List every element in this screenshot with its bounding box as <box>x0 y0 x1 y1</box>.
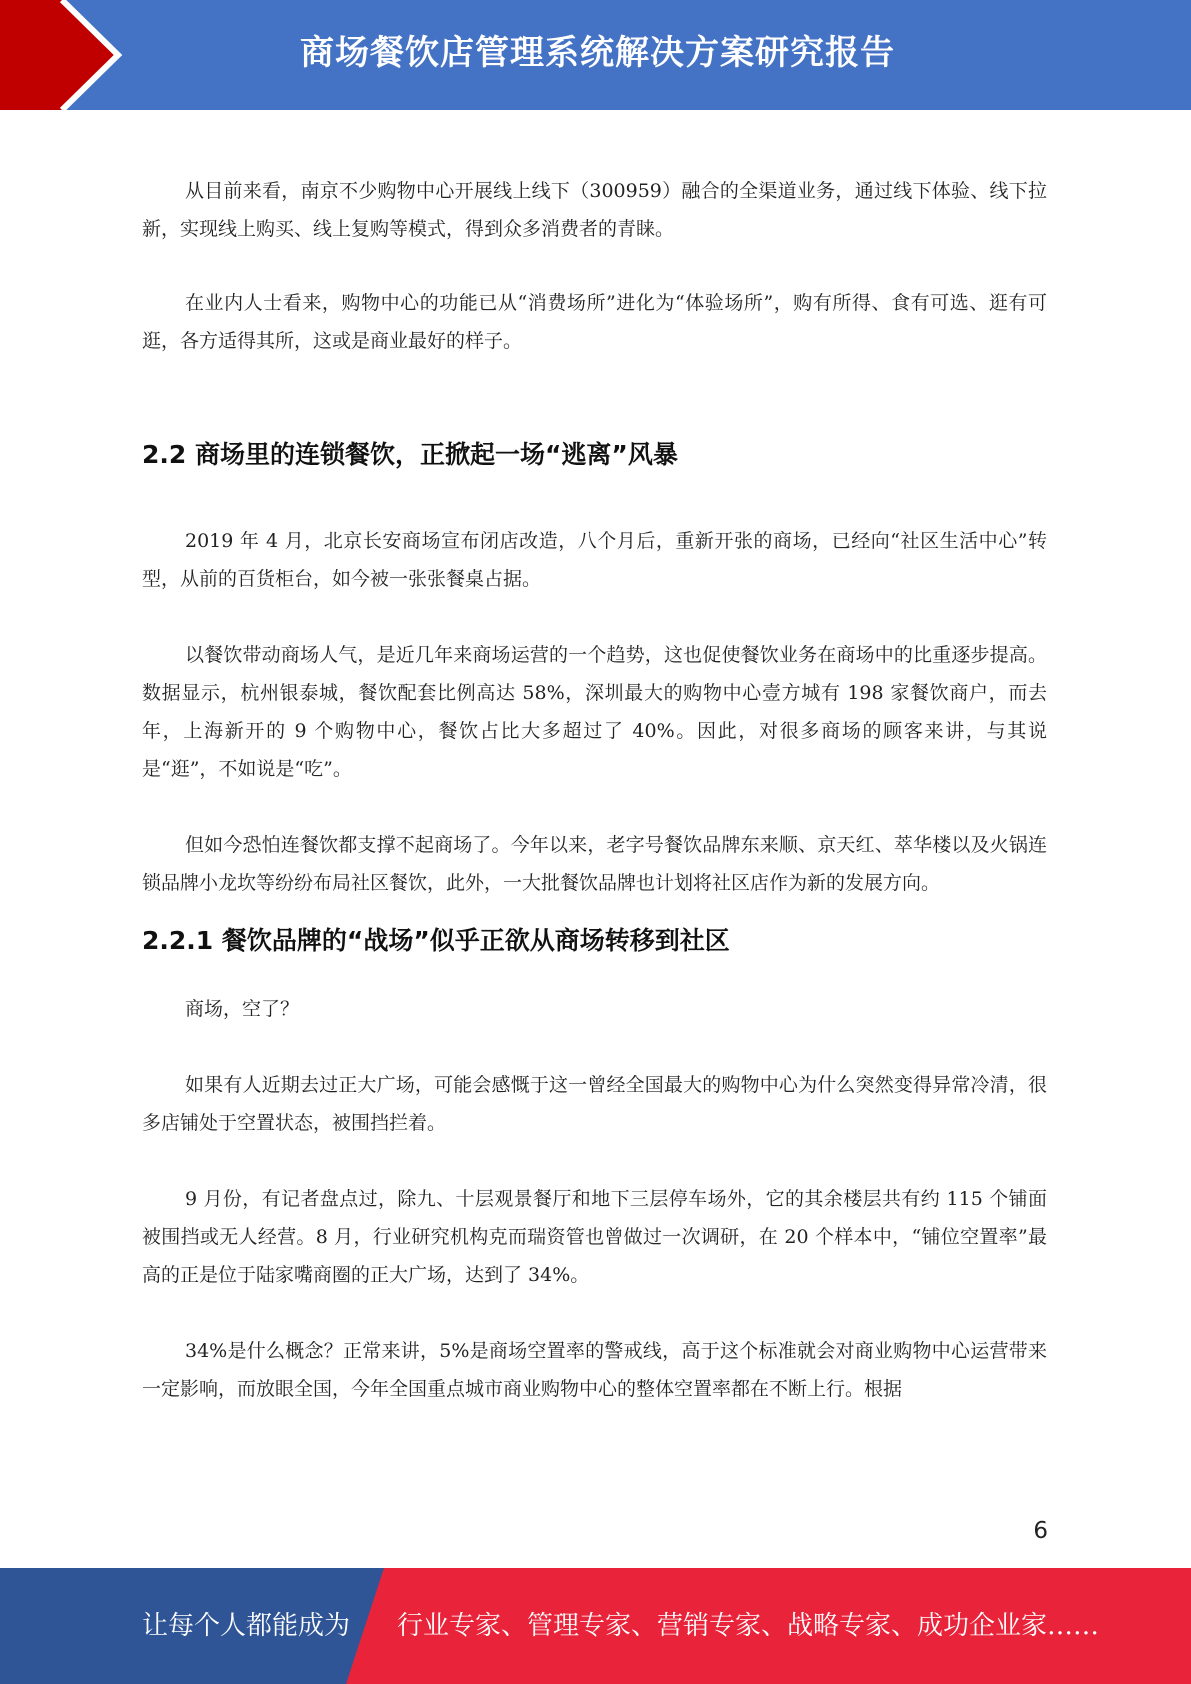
paragraph: 2019 年 4 月，北京长安商场宣布闭店改造，八个月后，重新开张的商场，已经向“社区生活中心”转型，从前的百货柜台，如今被一张张餐桌占据。 <box>142 530 1047 590</box>
section-heading: 2.2 商场里的连锁餐饮，正掀起一场“逃离”风暴 <box>142 440 678 469</box>
footer-slogan-left: 让每个人都能成为 <box>142 1611 351 1641</box>
paragraph: 但如今恐怕连餐饮都支撑不起商场了。今年以来，老字号餐饮品牌东来顺、京天红、萃华楼以及火锅连锁品牌小龙坎等纷纷布局社区餐饮，此外，一大批餐饮品牌也计划将社区店作为新的发展方向。 <box>142 834 1047 894</box>
paragraph: 从目前来看，南京不少购物中心开展线上线下（300959）融合的全渠道业务，通过线下体验、线下拉新，实现线上购买、线上复购等模式，得到众多消费者的青睐。 <box>142 180 1047 240</box>
document-body <box>142 172 1047 1408</box>
paragraph: 以餐饮带动商场人气，是近几年来商场运营的一个趋势，这也促使餐饮业务在商场中的比重逐步提高。数据显示，杭州银泰城，餐饮配套比例高达 58%，深圳最大的购物中心壹方城有 198 家餐饮商户，而去年，上海新开的 9 个购物中心，餐饮占比大多超过了 40%。因此，对很多商场的顾客来讲，与其说是“逛”，不如说是“吃”。 <box>142 644 1047 780</box>
paragraph: 如果有人近期去过正大广场，可能会感慨于这一曾经全国最大的购物中心为什么突然变得异常冷清，很多店铺处于空置状态，被围挡拦着。 <box>142 1074 1047 1134</box>
page-header <box>0 0 1191 110</box>
paragraph: 商场，空了？ <box>185 998 300 1020</box>
paragraph: 在业内人士看来，购物中心的功能已从“消费场所”进化为“体验场所”，购有所得、食有可选、逛有可逛，各方适得其所，这或是商业最好的样子。 <box>142 292 1047 352</box>
page-footer <box>0 1568 1191 1684</box>
page-number: 6 <box>1033 1518 1048 1544</box>
footer-slogan-right: 行业专家、管理专家、营销专家、战略专家、成功企业家…… <box>397 1611 1100 1641</box>
paragraph: 9 月份，有记者盘点过，除九、十层观景餐厅和地下三层停车场外，它的其余楼层共有约 115 个铺面被围挡或无人经营。8 月，行业研究机构克而瑞资管也曾做过一次调研，在 20 个样本中，“铺位空置率”最高的正是位于陆家嘴商圈的正大广场，达到了 34%。 <box>142 1188 1047 1286</box>
subsection-heading: 2.2.1 餐饮品牌的“战场”似乎正欲从商场转移到社区 <box>142 926 730 955</box>
paragraph: 34%是什么概念？正常来讲，5%是商场空置率的警戒线，高于这个标准就会对商业购物中心运营带来一定影响，而放眼全国，今年全国重点城市商业购物中心的整体空置率都在不断上行。根据 <box>142 1340 1047 1400</box>
header-arrow-decoration <box>0 0 150 110</box>
report-title: 商场餐饮店管理系统解决方案研究报告 <box>300 33 895 73</box>
